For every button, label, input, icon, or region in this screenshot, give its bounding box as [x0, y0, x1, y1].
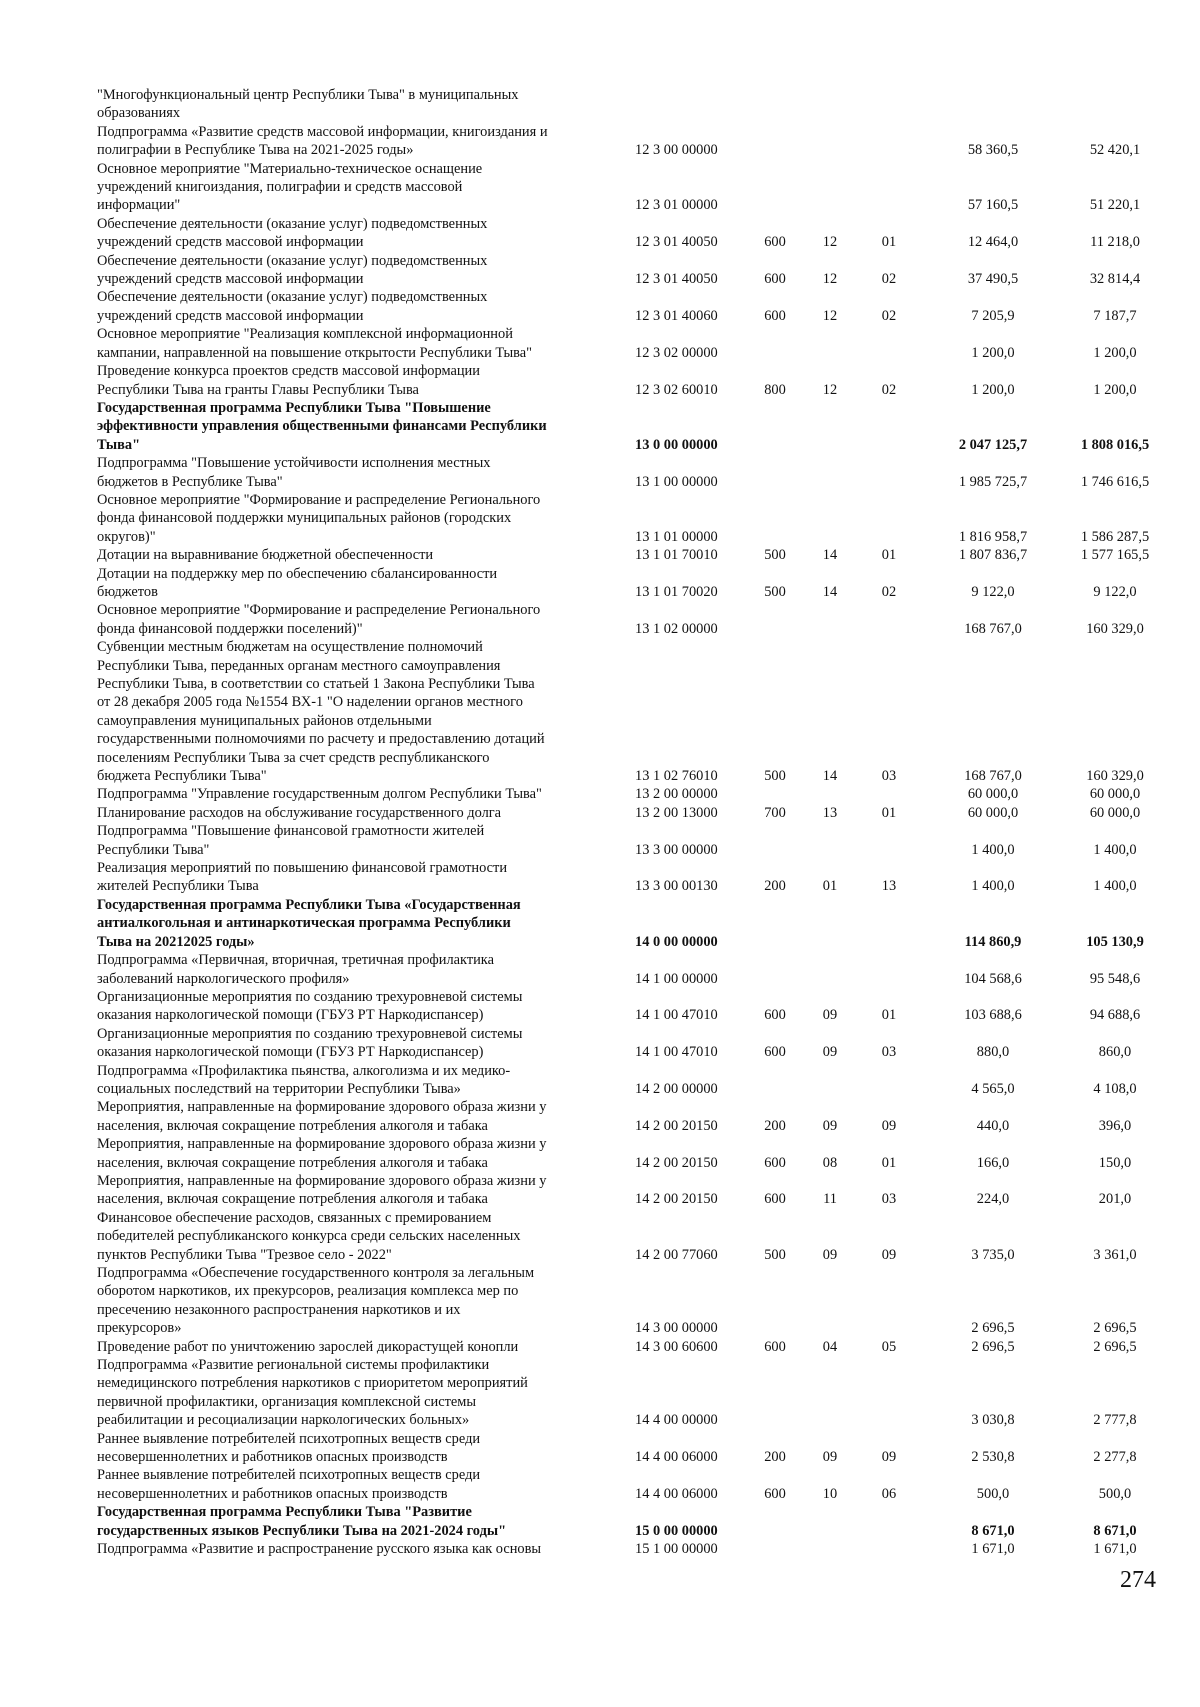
row-amount-1: 1 807 836,7	[958, 547, 1028, 564]
table-row	[97, 822, 1167, 859]
row-amount-1: 168 767,0	[964, 620, 1022, 637]
row-code: 12 3 01 40050	[635, 234, 718, 251]
row-section: 09	[822, 1117, 838, 1134]
table-row	[97, 288, 1167, 325]
row-code: 15 0 00 00000	[635, 1522, 718, 1539]
row-name: Подпрограмма «Развитие региональной системы профилактики немедицинского потребления наркотиков с приоритетом мероприятий первичной профилактики, организация комплексной системы реабилитации и ресоциализации наркологических больных»	[97, 1357, 528, 1429]
row-expense-type: 500	[764, 768, 786, 785]
row-section: 12	[822, 271, 838, 288]
row-section: 09	[822, 1044, 838, 1061]
row-subsection: 02	[881, 381, 897, 398]
row-amount-1: 60 000,0	[967, 786, 1019, 803]
row-amount-1: 2 530,8	[971, 1449, 1015, 1466]
row-amount-1: 2 696,5	[971, 1338, 1015, 1355]
row-name: Государственная программа Республики Тыва "Повышение эффективности управления общественными финансами Республики Тыва"	[97, 399, 547, 453]
row-name: Основное мероприятие "Формирование и распределение Регионального фонда финансовой поддержки поселений)"	[97, 602, 541, 637]
row-amount-2: 2 696,5	[1093, 1320, 1137, 1337]
row-name: Подпрограмма «Первичная, вторичная, третичная профилактика заболеваний наркологического профиля»	[97, 952, 494, 987]
row-amount-2: 51 220,1	[1089, 197, 1141, 214]
row-amount-1: 58 360,5	[967, 142, 1019, 159]
table-row	[97, 215, 1167, 252]
row-name: Подпрограмма «Развитие и распространение русского языка как основы	[97, 1541, 542, 1558]
table-row	[97, 1503, 1167, 1540]
row-name: Обеспечение деятельности (оказание услуг) подведомственных учреждений средств массовой информации	[97, 252, 488, 288]
row-amount-2: 160 329,0	[1086, 768, 1144, 785]
row-expense-type: 600	[764, 307, 786, 324]
row-section: 14	[822, 547, 838, 564]
row-amount-2: 1 586 287,5	[1080, 528, 1150, 545]
row-amount-1: 4 565,0	[971, 1080, 1015, 1097]
row-amount-2: 150,0	[1098, 1154, 1132, 1171]
row-name: Планирование расходов на обслуживание государственного долга	[97, 804, 502, 821]
row-code: 13 0 00 00000	[635, 436, 718, 453]
row-name: Основное мероприятие "Реализация комплексной информационной кампании, направленной на повышение открытости Республики Тыва"	[97, 326, 532, 361]
row-subsection: 03	[881, 1044, 897, 1061]
row-amount-1: 60 000,0	[967, 804, 1019, 821]
table-row	[97, 546, 1167, 564]
row-amount-1: 1 985 725,7	[958, 473, 1028, 490]
table-row	[97, 1466, 1167, 1503]
row-amount-2: 9 122,0	[1093, 583, 1137, 600]
row-subsection: 02	[881, 583, 897, 600]
table-row	[97, 1540, 1167, 1558]
row-code: 14 3 00 60600	[635, 1338, 718, 1355]
row-code: 14 1 00 47010	[635, 1044, 718, 1061]
row-amount-1: 880,0	[976, 1044, 1010, 1061]
row-name: Государственная программа Республики Тыва «Государственная антиалкогольная и антинаркотическая программа Республики Тыва на 20212025 годы»	[97, 896, 521, 950]
table-row	[97, 565, 1167, 602]
row-section: 14	[822, 768, 838, 785]
row-amount-2: 1 400,0	[1093, 841, 1137, 858]
row-code: 12 3 02 00000	[635, 344, 718, 361]
row-section: 12	[822, 381, 838, 398]
row-amount-1: 1 200,0	[971, 381, 1015, 398]
row-amount-1: 12 464,0	[967, 234, 1019, 251]
table-row	[97, 325, 1167, 362]
row-amount-2: 105 130,9	[1086, 933, 1144, 950]
row-code: 13 1 01 70010	[635, 547, 718, 564]
row-name: Основное мероприятие "Формирование и распределение Регионального фонда финансовой поддержки муниципальных районов (городских округов)"	[97, 491, 541, 545]
row-amount-2: 1 200,0	[1093, 381, 1137, 398]
row-code: 13 1 01 00000	[635, 528, 718, 545]
table-row	[97, 1098, 1167, 1135]
row-expense-type: 500	[764, 583, 786, 600]
table-row	[97, 86, 1167, 123]
row-amount-1: 1 400,0	[971, 841, 1015, 858]
row-amount-2: 160 329,0	[1086, 620, 1144, 637]
table-row	[97, 160, 1167, 215]
row-section: 04	[822, 1338, 838, 1355]
row-subsection: 01	[881, 1154, 897, 1171]
row-code: 14 4 00 00000	[635, 1412, 718, 1429]
row-expense-type: 600	[764, 271, 786, 288]
row-amount-2: 1 200,0	[1093, 344, 1137, 361]
table-row	[97, 1172, 1167, 1209]
row-amount-2: 1 671,0	[1093, 1541, 1137, 1558]
table-row	[97, 1430, 1167, 1467]
row-amount-1: 440,0	[976, 1117, 1010, 1134]
table-row	[97, 252, 1167, 289]
row-name: Организационные мероприятия по созданию трехуровневой системы оказания наркологической помощи (ГБУЗ РТ Наркодиспансер)	[97, 988, 523, 1024]
row-name: Обеспечение деятельности (оказание услуг) подведомственных учреждений средств массовой информации	[97, 215, 488, 251]
row-section: 01	[822, 878, 838, 895]
row-code: 12 3 01 00000	[635, 197, 718, 214]
row-amount-1: 57 160,5	[967, 197, 1019, 214]
row-subsection: 01	[881, 1007, 897, 1024]
row-subsection: 05	[881, 1338, 897, 1355]
row-subsection: 09	[881, 1117, 897, 1134]
row-amount-1: 3 030,8	[971, 1412, 1015, 1429]
row-section: 09	[822, 1246, 838, 1263]
row-amount-1: 1 400,0	[971, 878, 1015, 895]
row-code: 12 3 02 60010	[635, 381, 718, 398]
row-subsection: 01	[881, 804, 897, 821]
row-amount-2: 1 400,0	[1093, 878, 1137, 895]
table-row	[97, 1209, 1167, 1264]
row-amount-1: 8 671,0	[971, 1522, 1015, 1539]
row-amount-2: 500,0	[1098, 1485, 1132, 1502]
table-row	[97, 951, 1167, 988]
row-name: Государственная программа Республики Тыва "Развитие государственных языков Республики Тыва на 2021-2024 годы"	[97, 1504, 507, 1539]
row-code: 13 1 00 00000	[635, 473, 718, 490]
row-section: 14	[822, 583, 838, 600]
table-row	[97, 362, 1167, 399]
row-name: Подпрограмма «Развитие средств массовой информации, книгоиздания и полиграфии в Республике Тыва на 2021-2025 годы»	[97, 123, 548, 159]
table-row	[97, 601, 1167, 638]
row-name: Подпрограмма "Повышение устойчивости исполнения местных бюджетов в Республике Тыва"	[97, 455, 491, 490]
row-subsection: 09	[881, 1246, 897, 1263]
row-amount-1: 2 696,5	[971, 1320, 1015, 1337]
row-section: 08	[822, 1154, 838, 1171]
table-row	[97, 804, 1167, 822]
row-section: 12	[822, 234, 838, 251]
row-amount-1: 104 568,6	[964, 970, 1022, 987]
table-row	[97, 454, 1167, 491]
row-amount-2: 1 746 616,5	[1080, 473, 1150, 490]
row-expense-type: 700	[764, 804, 786, 821]
table-row	[97, 1135, 1167, 1172]
row-code: 13 2 00 13000	[635, 804, 718, 821]
row-amount-2: 1 808 016,5	[1080, 436, 1150, 453]
row-subsection: 01	[881, 234, 897, 251]
row-expense-type: 600	[764, 1154, 786, 1171]
row-subsection: 02	[881, 271, 897, 288]
row-name: Дотации на выравнивание бюджетной обеспеченности	[97, 547, 434, 564]
row-amount-2: 60 000,0	[1089, 804, 1141, 821]
row-expense-type: 600	[764, 234, 786, 251]
row-expense-type: 600	[764, 1191, 786, 1208]
budget-table	[97, 86, 1167, 1559]
row-name: Проведение работ по уничтожению зарослей дикорастущей конопли	[97, 1338, 519, 1355]
row-name: Подпрограмма «Профилактика пьянства, алкоголизма и их медико- социальных последствий на территории Республики Тыва»	[97, 1062, 511, 1097]
row-amount-1: 37 490,5	[967, 271, 1019, 288]
row-expense-type: 500	[764, 547, 786, 564]
row-code: 13 2 00 00000	[635, 786, 718, 803]
row-code: 14 4 00 06000	[635, 1485, 718, 1502]
row-name: Мероприятия, направленные на формирование здорового образа жизни у населения, включая сокращение потребления алкоголя и табака	[97, 1136, 547, 1171]
row-name: Субвенции местным бюджетам на осуществление полномочий Республики Тыва, переданных органам местного самоуправления Республики Тыва, в соответствии со статьей 1 Закона Республики Тыва от 28 декабря 2005 года №1554 ВХ-1 "О наделении органов местного самоуправления муниципальных районов отдельными государственными полномочиями по расчету и предоставлению дотаций поселениям Республики Тыва за счет средств республиканского бюджета Республики Тыва"	[97, 639, 545, 785]
row-amount-2: 32 814,4	[1089, 271, 1141, 288]
table-row	[97, 123, 1167, 160]
row-code: 15 1 00 00000	[635, 1541, 718, 1558]
row-amount-1: 1 816 958,7	[958, 528, 1028, 545]
table-row	[97, 896, 1167, 951]
row-amount-1: 500,0	[976, 1485, 1010, 1502]
row-name: Обеспечение деятельности (оказание услуг) подведомственных учреждений средств массовой информации	[97, 289, 488, 324]
table-row	[97, 1264, 1167, 1338]
row-code: 14 4 00 06000	[635, 1449, 718, 1466]
row-amount-2: 60 000,0	[1089, 786, 1141, 803]
row-amount-2: 11 218,0	[1090, 234, 1140, 251]
table-row	[97, 1062, 1167, 1099]
row-amount-2: 1 577 165,5	[1080, 547, 1150, 564]
row-code: 14 2 00 20150	[635, 1191, 718, 1208]
row-amount-1: 3 735,0	[971, 1246, 1015, 1263]
row-amount-2: 7 187,7	[1093, 307, 1137, 324]
row-code: 14 0 00 00000	[635, 933, 718, 950]
table-row	[97, 399, 1167, 454]
row-name: "Многофункциональный центр Республики Тыва" в муниципальных образованиях	[97, 87, 519, 122]
row-expense-type: 200	[764, 1117, 786, 1134]
row-amount-2: 52 420,1	[1089, 142, 1141, 159]
row-amount-1: 2 047 125,7	[958, 436, 1028, 453]
row-code: 14 1 00 47010	[635, 1007, 718, 1024]
row-expense-type: 200	[764, 1449, 786, 1466]
row-subsection: 03	[881, 768, 897, 785]
row-code: 14 2 00 20150	[635, 1154, 718, 1171]
row-section: 10	[822, 1485, 838, 1502]
row-amount-1: 7 205,9	[971, 307, 1015, 324]
row-subsection: 13	[881, 878, 897, 895]
row-code: 12 3 01 40060	[635, 307, 718, 324]
row-name: Финансовое обеспечение расходов, связанных с премированием победителей республиканского конкурса среди сельских населенных пунктов Республики Тыва "Трезвое село - 2022"	[97, 1209, 521, 1263]
row-amount-1: 1 200,0	[971, 344, 1015, 361]
row-name: Реализация мероприятий по повышению финансовой грамотности жителей Республики Тыва	[97, 860, 508, 895]
row-section: 11	[823, 1191, 837, 1208]
row-name: Раннее выявление потребителей психотропных веществ среди несовершеннолетних и работников опасных производств	[97, 1430, 481, 1466]
table-row	[97, 638, 1167, 785]
row-code: 14 2 00 00000	[635, 1080, 718, 1097]
row-code: 13 1 01 70020	[635, 583, 718, 600]
row-amount-1: 1 671,0	[971, 1541, 1015, 1558]
row-subsection: 06	[881, 1485, 897, 1502]
row-subsection: 01	[881, 547, 897, 564]
row-expense-type: 600	[764, 1044, 786, 1061]
row-name: Раннее выявление потребителей психотропных веществ среди несовершеннолетних и работников опасных производств	[97, 1467, 481, 1502]
row-expense-type: 600	[764, 1338, 786, 1355]
row-amount-2: 2 777,8	[1093, 1412, 1137, 1429]
row-code: 12 3 01 40050	[635, 271, 718, 288]
row-expense-type: 500	[764, 1246, 786, 1263]
row-amount-2: 94 688,6	[1089, 1007, 1141, 1024]
row-amount-1: 168 767,0	[964, 768, 1022, 785]
table-row	[97, 1025, 1167, 1062]
table-row	[97, 491, 1167, 546]
table-row	[97, 1338, 1167, 1356]
row-section: 12	[822, 307, 838, 324]
row-code: 14 1 00 00000	[635, 970, 718, 987]
row-code: 13 3 00 00130	[635, 878, 718, 895]
row-amount-2: 2 277,8	[1093, 1449, 1137, 1466]
row-expense-type: 800	[764, 381, 786, 398]
row-amount-1: 224,0	[976, 1191, 1010, 1208]
row-subsection: 09	[881, 1449, 897, 1466]
table-row	[97, 785, 1167, 803]
row-amount-1: 103 688,6	[964, 1007, 1022, 1024]
row-name: Организационные мероприятия по созданию трехуровневой системы оказания наркологической помощи (ГБУЗ РТ Наркодиспансер)	[97, 1025, 523, 1061]
row-expense-type: 200	[764, 878, 786, 895]
row-name: Мероприятия, направленные на формирование здорового образа жизни у населения, включая сокращение потребления алкоголя и табака	[97, 1172, 547, 1208]
row-code: 14 2 00 77060	[635, 1246, 718, 1263]
row-amount-2: 3 361,0	[1093, 1246, 1137, 1263]
row-amount-1: 166,0	[976, 1154, 1010, 1171]
row-amount-2: 201,0	[1098, 1191, 1132, 1208]
row-name: Проведение конкурса проектов средств массовой информации Республики Тыва на гранты Главы Республики Тыва	[97, 363, 480, 398]
row-name: Подпрограмма "Управление государственным долгом Республики Тыва"	[97, 786, 542, 803]
row-amount-2: 2 696,5	[1093, 1338, 1137, 1355]
row-amount-2: 396,0	[1098, 1117, 1132, 1134]
row-code: 13 1 02 00000	[635, 620, 718, 637]
row-amount-1: 9 122,0	[971, 583, 1015, 600]
table-row	[97, 859, 1167, 896]
row-code: 14 2 00 20150	[635, 1117, 718, 1134]
row-code: 13 3 00 00000	[635, 841, 718, 858]
row-section: 13	[822, 804, 838, 821]
page-number: 274	[1120, 1567, 1156, 1593]
row-name: Подпрограмма «Обеспечение государственного контроля за легальным оборотом наркотиков, их прекурсоров, реализация комплекса мер по пресечению незаконного распространения наркотиков и их прекурсоров»	[97, 1265, 535, 1337]
row-section: 09	[822, 1007, 838, 1024]
row-name: Основное мероприятие "Материально-техническое оснащение учреждений книгоиздания, полиграфии и средств массовой информации"	[97, 160, 483, 214]
row-name: Дотации на поддержку мер по обеспечению сбалансированности бюджетов	[97, 565, 498, 600]
row-expense-type: 600	[764, 1007, 786, 1024]
row-code: 14 3 00 00000	[635, 1320, 718, 1337]
row-name: Подпрограмма "Повышение финансовой грамотности жителей Республики Тыва"	[97, 823, 485, 858]
row-code: 12 3 00 00000	[635, 142, 718, 159]
row-amount-2: 8 671,0	[1093, 1522, 1137, 1539]
table-row	[97, 988, 1167, 1025]
row-section: 09	[822, 1449, 838, 1466]
row-amount-2: 4 108,0	[1093, 1080, 1137, 1097]
row-name: Мероприятия, направленные на формирование здорового образа жизни у населения, включая сокращение потребления алкоголя и табака	[97, 1099, 547, 1134]
row-amount-1: 114 860,9	[964, 933, 1022, 950]
row-subsection: 03	[881, 1191, 897, 1208]
row-expense-type: 600	[764, 1485, 786, 1502]
row-amount-2: 860,0	[1098, 1044, 1132, 1061]
row-subsection: 02	[881, 307, 897, 324]
table-row	[97, 1356, 1167, 1430]
row-amount-2: 95 548,6	[1089, 970, 1141, 987]
row-code: 13 1 02 76010	[635, 768, 718, 785]
